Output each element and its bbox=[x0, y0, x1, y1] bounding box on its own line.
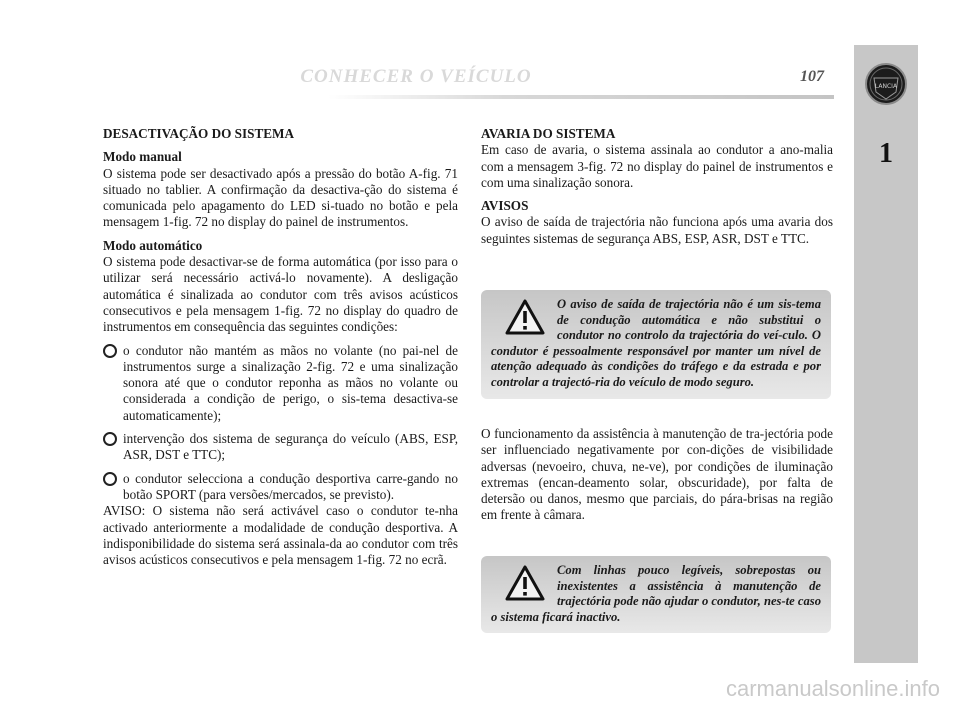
lancia-logo-icon bbox=[864, 62, 908, 106]
warning-box-2 bbox=[481, 556, 831, 633]
warning-triangle-icon bbox=[505, 299, 545, 335]
bullet-circle-icon bbox=[103, 472, 117, 486]
subheading-automatic-mode: Modo automático bbox=[103, 237, 203, 253]
chapter-number: 1 bbox=[879, 138, 893, 169]
functioning-text: O funcionamento da assistência à manutenção de tra-jectória pode ser influenciado negativamente por con-dições de visibilidade adversas (nevoeiro, chuva, ne-ve), por condições de iluminação extremas (encan-deamento solar, obscuridade), por falta de detersão ou danos, mesmo que parciais, do pára-brisas na região em frente à câmara. bbox=[481, 426, 833, 523]
bullet-circle-icon bbox=[103, 344, 117, 358]
page-header-title: CONHECER O VEÍCULO bbox=[300, 66, 532, 87]
warnings-text: O aviso de saída de trajectória não funciona após uma avaria dos seguintes sistemas de segurança ABS, ESP, ASR, DST e TTC. bbox=[481, 214, 833, 246]
aviso-text: AVISO: O sistema não será activável caso o condutor te-nha activado anteriormente a modalidade de condução desportiva. A indisponibilidade do sistema será assinala-da ao condutor com três avisos acústicos consecutivos e pela mensagem 1-fig. 72 no ecrã. bbox=[103, 503, 458, 568]
warning-text-1: O aviso de saída de trajectória não é um sis-tema de condução automática e não substitui o condutor no controlo da trajectória do veí-culo. O condutor é pessoalmente responsável por manter um nível de atenção adequado às condições do tráfego e da estrada e por controlar a trajectó-ria do veículo de modo seguro. bbox=[491, 297, 821, 389]
watermark: carmanualsonline.info bbox=[725, 676, 940, 701]
automatic-mode-text: O sistema pode desactivar-se de forma automática (por isso para o utilizar será necessário activá-lo novamente). A desligação automática é sinalizada ao condutor com três avisos acústicos consecutivos e pela mensagem 1-fig. 72 no display do quadro de instrumentos em consequência das seguintes condições: bbox=[103, 254, 458, 335]
manual-mode-text: O sistema pode ser desactivado após a pressão do botão A-fig. 71 situado no tablier. A confirmação da desactiva-ção do sistema é comunicada pelo apagamento do LED si-tuado no botão e pela mensagem 1-fig. 72 no display do painel de instrumentos. bbox=[103, 165, 458, 230]
list-item: o condutor selecciona a condução desportiva carre-gando no botão SPORT (para versões/mercados, se previsto). bbox=[103, 471, 458, 504]
list-item: o condutor não mantém as mãos no volante (no pai-nel de instrumentos surge a sinalização 2-fig. 72 e uma sinalização sonora até que o condutor reponha as mãos no volante ou considerada a condição de perigo, o sis-tema desactiva-se automaticamente); bbox=[103, 343, 458, 424]
header-divider bbox=[328, 95, 834, 99]
bullet-circle-icon bbox=[103, 432, 117, 446]
section-heading-failure: AVARIA DO SISTEMA bbox=[481, 126, 616, 141]
list-item: intervenção dos sistema de segurança do veículo (ABS, ESP, ASR, DST e TTC); bbox=[103, 431, 458, 464]
right-column-lower bbox=[481, 426, 833, 524]
right-column bbox=[481, 126, 833, 247]
section-heading-deactivation: DESACTIVAÇÃO DO SISTEMA bbox=[103, 126, 295, 141]
subheading-manual-mode: Modo manual bbox=[103, 149, 182, 165]
section-heading-warnings: AVISOS bbox=[481, 198, 529, 214]
warning-text-2: Com linhas pouco legíveis, sobrepostas ou inexistentes a assistência à manutenção de trajectória pode não ajudar o condutor, nes-te caso o sistema ficará inactivo. bbox=[491, 563, 821, 624]
svg-text:LANCIA: LANCIA bbox=[874, 83, 898, 90]
left-column bbox=[103, 126, 458, 568]
warning-triangle-icon bbox=[505, 565, 545, 601]
failure-text: Em caso de avaria, o sistema assinala ao condutor a ano-malia com a mensagem 3-fig. 72 no display do painel de instrumentos e com uma sinalização sonora. bbox=[481, 142, 833, 190]
warning-box-1 bbox=[481, 290, 831, 399]
page-number: 107 bbox=[800, 68, 824, 85]
